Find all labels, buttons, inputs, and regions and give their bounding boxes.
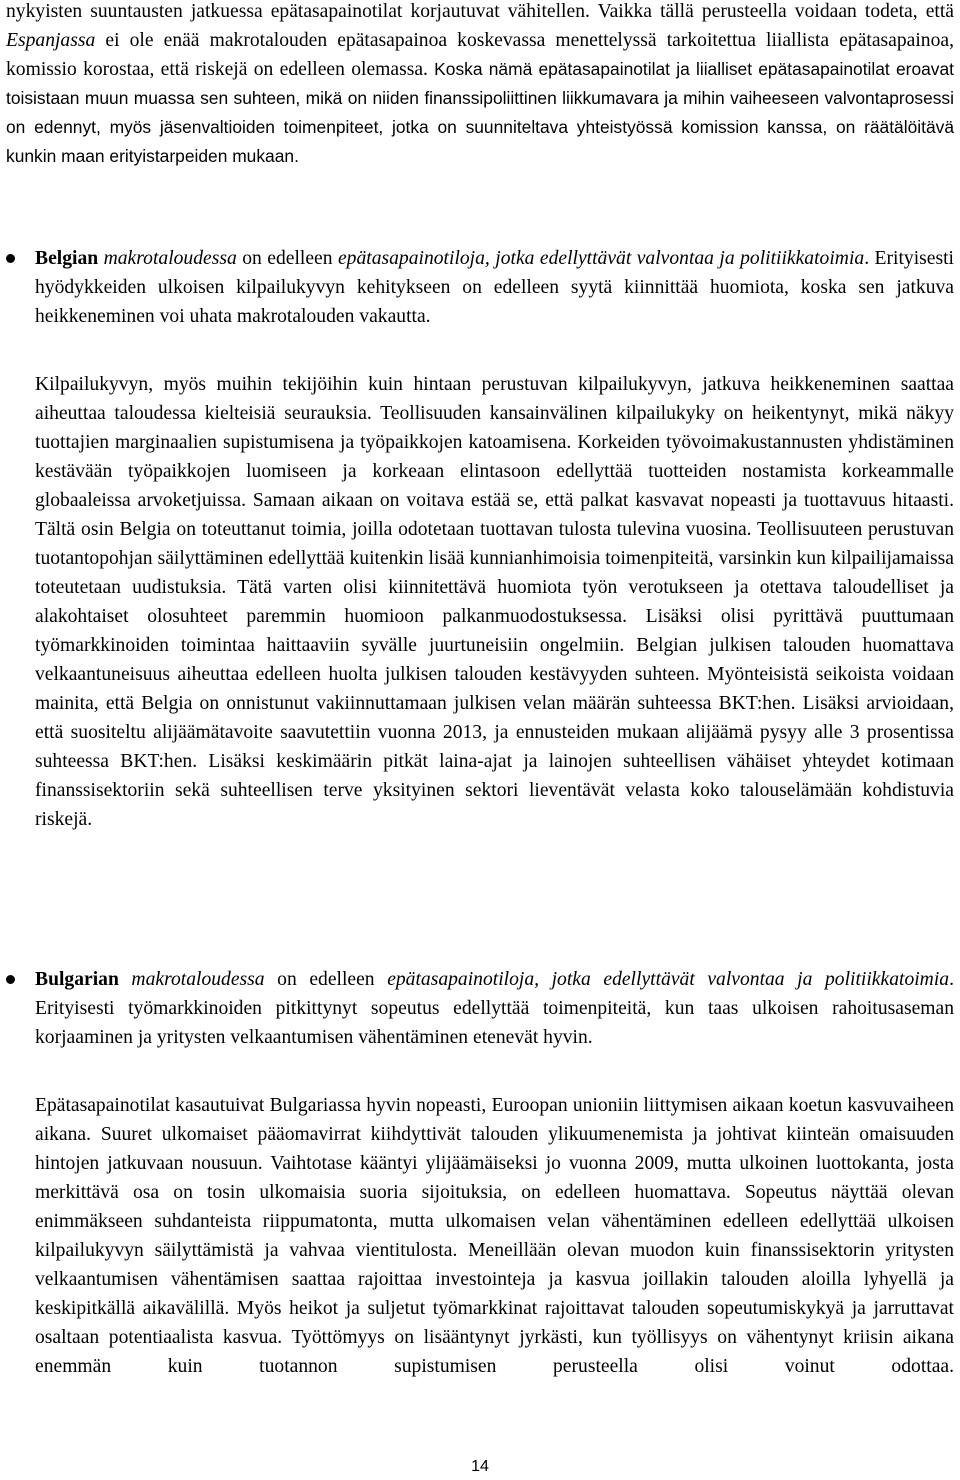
bullet-bulgaria bbox=[6, 965, 954, 1052]
bullet-belgium-phrase2: epätasapainotiloja, jotka edellyttävät valvontaa ja politiikkatoimia bbox=[337, 248, 865, 269]
intro-paragraph bbox=[6, 0, 954, 171]
bullet-belgium-rest: . Erityisesti hyödykkeiden ulkoisen kilpailukyvyn kehitykseen on edelleen syytä kiinnittää huomiota, koska sen jatkuva heikkeneminen voi uhata makrotalouden vakautta. bbox=[35, 248, 954, 327]
bullet-belgium-phrase1: makrotaloudessa bbox=[103, 248, 237, 269]
bullet-belgium bbox=[6, 244, 954, 331]
bullet-bulgaria-text bbox=[35, 965, 954, 1052]
bullet-dot-icon bbox=[6, 254, 15, 263]
intro-text-1: nykyisten suuntausten jatkuessa epätasapainotilat korjautuvat vähitellen. Vaikka tällä perusteella voidaan todeta, että bbox=[6, 1, 954, 22]
bulgaria-paragraph: Epätasapainotilat kasautuivat Bulgariassa hyvin nopeasti, Euroopan unioniin liittymisen aikaan koetun kasvuvaiheen aikana. Suuret ulkomaiset pääomavirrat kiihdyttivät talouden ylikuumenemista ja johtivat kiinteän omaisuuden hintojen jatkuvaan nousuun. Vaihtotase kääntyi ylijäämäiseksi jo vuonna 2009, mutta ulkoinen luottokanta, josta merkittävä osa on tosin ulkomaisia suoria sijoituksia, on edelleen huomattava. Sopeutus näyttää olevan enimmäkseen suhdanteista riippumatonta, mutta ulkomaisen velan vähentäminen edelleen edellyttää ulkoisen kilpailukyvyn säilyttämistä ja vahvaa vientitulosta. Meneillään olevan muodon kuin finanssisektorin yritysten velkaantumisen vähentämisen saattaa rajoittaa investointeja ja kasvua joillakin talouden aloilla lyhyellä ja keskipitkällä aikavälillä. Myös heikot ja suljetut työmarkkinat rajoittavat talouden sopeutumiskykyä ja jarruttavat osaltaan potentiaalista kasvua. Työttömyys on lisääntynyt jyrkästi, kun työllisyys on vähentynyt kriisin aikana enemmän kuin tuotannon supistumisen perusteella olisi voinut odottaa. bbox=[35, 1095, 954, 1377]
belgium-paragraph: Kilpailukyvyn, myös muihin tekijöihin kuin hintaan perustuvan kilpailukyvyn, jatkuva heikkeneminen saattaa aiheuttaa taloudessa kielteisiä seurauksia. Teollisuuden kansainvälinen kilpailukyky on heikentynyt, mikä näkyy tuottajien marginaalien supistumisena ja työpaikkojen katoamisena. Korkeiden työvoimakustannusten yhdistäminen kestävään työpaikkojen luomiseen ja korkeaan elintasoon edellyttää tuotteiden nostamista korkeammalle globaaleissa arvoketjuissa. Samaan aikaan on voitava estää se, että palkat kasvavat nopeasti ja tuottavuus hitaasti. Tältä osin Belgia on toteuttanut toimia, joilla odotetaan tuottavan tulosta tulevina vuosina. Teollisuuteen perustuvan tuotantopohjan säilyttäminen edellyttää kuitenkin lisää kunnianhimoisia toimenpiteitä, varsinkin kun kilpailijamaissa toteutetaan uudistuksia. Tätä varten olisi kiinnitettävä huomiota työn verotukseen ja otettava taloudelliset ja alakohtaiset olosuhteet paremmin huomioon palkanmuodostuksessa. Lisäksi olisi pyrittävä puuttumaan työmarkkinoiden toimintaa haittaaviin syvälle juurtuneisiin ongelmiin. Belgian julkisen talouden huomattava velkaantuneisuus aiheuttaa edelleen huolta julkisen talouden kestävyyden suhteen. Myönteisistä seikoista voidaan mainita, että Belgia on onnistunut vakiinnuttamaan julkisen velan määrän suhteessa BKT:hen. Lisäksi arvioidaan, että suositeltu alijäämätavoite saavutettiin vuonna 2013, ja ennusteiden mukaan alijäämä pysyy alle 3 prosentissa suhteessa BKT:hen. Lisäksi keskimäärin pitkät laina-ajat ja lainojen suhteellisen vähäiset yhteydet kotimaan finanssisektoriin sekä suhteellisen terve yksityinen sektori lieventävät velasta koko talouselämään kohdistuvia riskejä. bbox=[35, 374, 954, 830]
intro-text-3: Koska nämä epätasapainotilat ja liialliset epätasapainotilat eroavat toisistaan muun muassa sen suhteen, mikä on niiden finanssipoliittinen liikkumavara ja mihin vaiheeseen valvontaprosessi on edennyt, myös jäsenvaltioiden toimenpiteet, jotka on suunniteltava yhteistyössä komission kanssa, on räätälöitävä kunkin maan erityistarpeiden mukaan. bbox=[6, 59, 954, 166]
bullet-bulgaria-phrase1: makrotaloudessa bbox=[131, 969, 265, 990]
page-number: 14 bbox=[471, 1458, 489, 1475]
intro-country-spain: Espanjassa bbox=[6, 30, 96, 51]
bullet-bulgaria-country: Bulgarian bbox=[35, 969, 119, 990]
bullet-bulgaria-mid: on edelleen bbox=[264, 969, 388, 990]
bullet-dot-icon bbox=[6, 975, 15, 984]
intro-text-2: ei ole enää makrotalouden epätasapainoa koskevassa menettelyssä tarkoitettua liiallista epätasapainoa, komissio korostaa, että riskejä on edelleen olemassa. bbox=[6, 30, 954, 80]
bullet-belgium-mid: on edelleen bbox=[236, 248, 338, 269]
bullet-belgium-text bbox=[35, 244, 954, 331]
bullet-bulgaria-rest: . Erityisesti työmarkkinoiden pitkittynyt sopeutus edellyttää toimenpiteitä, kun taas ulkoisen rahoitusaseman korjaaminen ja yritysten velkaantumisen vähentäminen etenevät hyvin. bbox=[35, 969, 954, 1048]
bullet-bulgaria-phrase2: epätasapainotiloja, jotka edellyttävät valvontaa ja politiikkatoimia bbox=[387, 969, 950, 990]
bullet-belgium-country: Belgian bbox=[35, 248, 99, 269]
